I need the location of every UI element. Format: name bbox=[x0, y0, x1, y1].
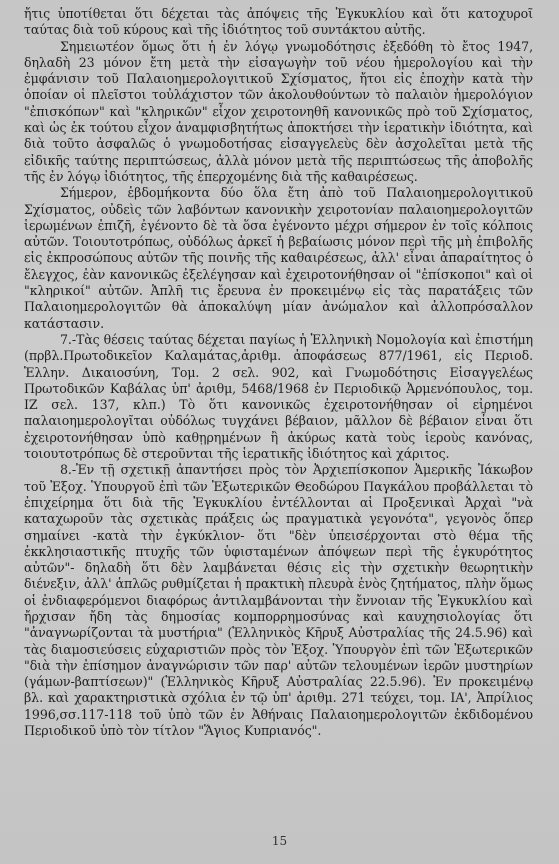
paragraph-continuation: ἤτις ὑποτίθεται ὅτι δέχεται τὰς ἀπόψεις τῆς Ἐγκυκλίου καὶ ὅτι κατοχυροῖ ταύτας διὰ τοῦ κύρους καὶ τῆς ἰδιότητος τοῦ συντάκτου αὐτῆς. bbox=[24, 6, 533, 38]
paragraph-section-7: 7.-Τὰς θέσεις ταύτας δέχεται παγίως ἡ Ἑλληνικὴ Νομολογία καὶ ἐπιστήμη (πρβλ.Πρωτοδικεῖον Καλαμάτας,ἀριθμ. ἀποφάσεως 877/1961, εἰς Περιοδ. Ἑλλην. Δικαιοσύνη, Τομ. 2 σελ. 902, καὶ Γνωμοδότησις Εἰσαγγελέως Πρωτοδικῶν Καβάλας ὑπ' ἀριθμ, 5468/1968 ἐν Περιοδικῷ Ἀρμενόπουλος, τομ. ΙΖ σελ. 137, κλπ.) Τὸ ὅτι κανονικῶς ἐχειροτονήθησαν οἱ εἰρημένοι παλαιοημερολογῖται οὐδόλως τυγχάνει βέβαιον, μᾶλλον δὲ βέβαιον εἶναι ὅτι ἐχειροτονήθησαν ὑπὸ καθῃρημένων ἢ ἀκύρως κατὰ τοὺς ἱεροὺς κανόνας, τοιουτοτρόπως δὲ στεροῦνται τῆς ἱερατικῆς ἰδιότητος καὶ χάριτος. bbox=[24, 331, 533, 462]
body-text bbox=[24, 6, 533, 739]
paragraph-section-8: 8.-Ἐν τῇ σχετικῇ ἀπαντήσει πρὸς τὸν Ἀρχιεπίσκοπον Ἀμερικῆς Ἰάκωβον τοῦ Ἐξοχ. Ὑπουργοῦ ἐπὶ τῶν Ἐξωτερικῶν Θεοδώρου Παγκάλου προβάλλεται τὸ ἐπιχείρημα ὅτι διὰ τῆς Ἐγκυκλίου ἐντέλλονται αἱ Προξενικαὶ Ἀρχαὶ "νὰ καταχωροῦν τὰς σχετικὰς πράξεις ὡς πραγματικὰ γεγονότα", γεγονὸς ὅπερ σημαίνει -κατὰ τὴν ἐγκύκλιον- ὅτι "δὲν ὑπεισέρχονται στὸ θέμα τῆς ἐκκλησιαστικῆς πτυχῆς τῶν ὑφισταμένων ἀπόψεων περὶ τῆς ἐγκυρότητος αὐτῶν"- δηλαδὴ ὅτι δὲν λαμβάνεται θέσις εἰς τὴν σχετικὴν θεωρητικὴν διένεξιν, ἀλλ' ἁπλῶς ρυθμίζεται ἡ πρακτικὴ πλευρὰ ἑνὸς ζητήματος, πλὴν ὅμως οἱ ἐνδιαφερόμενοι διαφόρως ἀντιλαμβάνονται τὴν ἔννοιαν τῆς Ἐγκυκλίου καὶ ἤρχισαν ἤδη τὰς δημοσίας κομπορρημοσύνας καὶ καυχησιολογίας ὅτι "ἀναγνωρίζονται τὰ μυστήρια" (Ἑλληνικὸς Κῆρυξ Αὐστραλίας τῆς 24.5.96) καὶ τὰς διαμοσιεύσεις εὐχαριστιῶν πρὸς τὸν Ἐξοχ. Ὑπουργὸν ἐπὶ τῶν Ἐξωτερικῶν "διὰ τὴν ἐπίσημον ἀναγνώρισιν τῶν παρ' αὐτῶν τελουμένων ἱερῶν μυστηρίων (γάμων-βαπτίσεων)" (Ἑλληνικὸς Κῆρυξ Αὐστραλίας 22.5.96). Ἐν προκειμένῳ βλ. καὶ χαρακτηριστικὰ σχόλια ἐν τῷ ὑπ' ἀριθμ. 271 τεύχει, τομ. ΙΑ', Ἀπρίλιος 1996,σσ.117-118 τοῦ ὑπὸ τῶν ἐν Ἀθήναις Παλαιοημερολογιτῶν ἐκδιδομένου Περιοδικοῦ ὑπὸ τὸν τίτλον "Ἅγιος Κυπριανός". bbox=[24, 462, 533, 739]
page-number: 15 bbox=[271, 834, 288, 848]
paragraph-today: Σήμερον, ἑβδομήκοντα δύο ὅλα ἔτη ἀπὸ τοῦ Παλαιοημερολογιτικοῦ Σχίσματος, οὐδεὶς τῶν λαβόντων κανονικὴν χειροτονίαν παλαιοημερολογιτῶν ἱερωμένων ἐπιζῆ, ἐγένοντο δὲ τὰ ὅσα ἐγένοντο μέχρι σήμερον ἐν τοῖς κόλποις αὐτῶν. Τοιουτοτρόπως, οὐδόλως ἀρκεῖ ἡ βεβαίωσις μόνον περὶ τῆς μὴ ἐπιβολῆς εἰς ἐκπροσώπους αὐτῶν τῆς ποινῆς τῆς καθαιρέσεως, ἀλλ' εἶναι ἀπαραίτητος ὁ ἔλεγχος, ἐὰν κανονικῶς ἐξελέγησαν καὶ ἐχειροτονήθησαν οἱ "ἐπίσκοποι" καὶ οἱ "κληρικοί" αὐτῶν. Ἀπλῆ τις ἔρευνα ἐν προκειμένῳ εἰς τὰς παρατάξεις τῶν Παλαιοημερολογιτῶν θὰ ἀποκαλύψη μίαν ἀνώμαλον καὶ ἀλλοπρόσαλλον κατάστασιν. bbox=[24, 185, 533, 331]
paragraph-note-1947: Σημειωτέον ὅμως ὅτι ἡ ἐν λόγῳ γνωμοδότησις ἐξεδόθη τὸ ἔτος 1947, δηλαδὴ 23 μόνον ἔτη μετὰ τὴν εἰσαγωγὴν τοῦ νέου ἡμερολογίου καὶ τὴν ἐμφάνισιν τοῦ Παλαιοημερολογιτικοῦ Σχίσματος, ἤτοι εἰς ἐποχὴν κατὰ τὴν ὁποίαν οἱ πλεῖστοι τοὐλάχιστον τῶν ἀκολουθούντων τὸ παλαιὸν ἡμερολόγιον "ἐπισκόπων" καὶ "κληρικῶν" εἶχον χειροτονηθῆ κανονικῶς πρὸ τοῦ Σχίσματος, καὶ ὡς ἐκ τούτου εἶχον ἀναμφισβητήτως ἀποκτήσει τὴν ἱερατικὴν ἰδιότητα, καὶ διὰ τοῦτο ἀσφαλῶς ὁ γνωμοδοτήσας εἰσαγγελεὺς δὲν ἀσχολεῖται μετὰ τῆς εἰδικῆς ταύτης περιπτώσεως, ἀλλὰ μόνον μετὰ τῆς περιπτώσεως τῆς ἀποβολῆς τῆς ἐν λόγῳ ἰδιότητος, τῆς ἐπερχομένης διὰ τῆς καθαιρέσεως. bbox=[24, 38, 533, 184]
